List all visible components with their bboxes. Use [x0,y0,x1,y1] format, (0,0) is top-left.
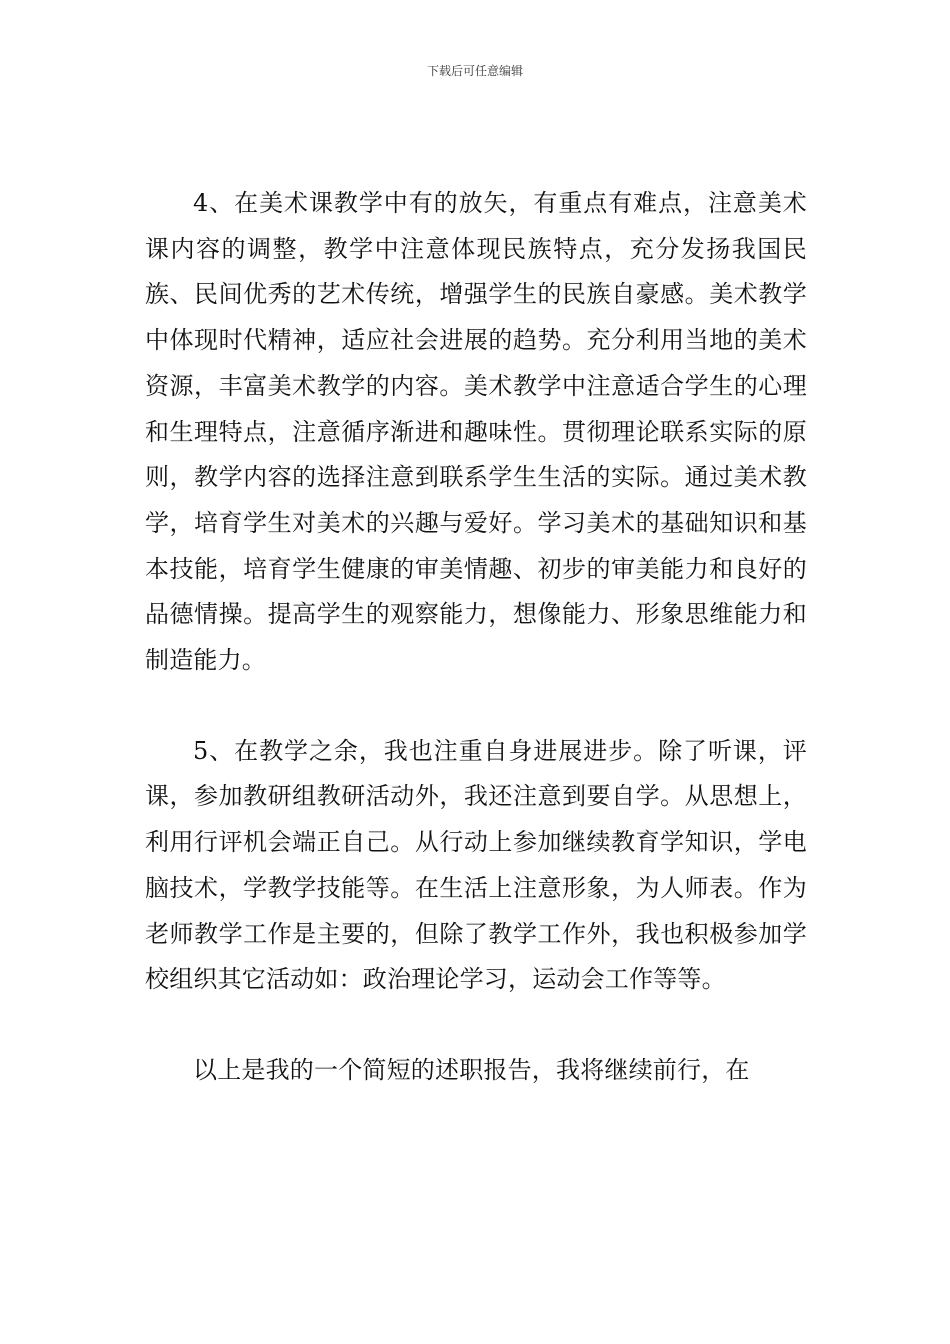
paragraph-5-self-improvement: 5、在教学之余，我也注重自身进展进步。除了听课，评课，参加教研组教研活动外，我还注意到要自学。从思想上，利用行评机会端正自己。从行动上参加继续教育学知识，学电脑技术，学教学技能等。在生活上注意形象，为人师表。作为老师教学工作是主要的，但除了教学工作外，我也积极参加学校组织其它活动如：政治理论学习，运动会工作等等。 [145,736,807,994]
paragraph-4-art-teaching: 4、在美术课教学中有的放矢，有重点有难点，注意美术课内容的调整，教学中注意体现民族特点，充分发扬我国民族、民间优秀的艺术传统，增强学生的民族自豪感。美术教学中体现时代精神，适应社会进展的趋势。充分利用当地的美术资源，丰富美术教学的内容。美术教学中注意适合学生的心理和生理特点，注意循序渐进和趣味性。贯彻理论联系实际的原则，教学内容的选择注意到联系学生生活的实际。通过美术教学，培育学生对美术的兴趣与爱好。学习美术的基础知识和基本技能，培育学生健康的审美情趣、初步的审美能力和良好的品德情操。提高学生的观察能力，想像能力、形象思维能力和制造能力。 [145,189,807,675]
page-header: 下载后可任意编辑 [426,64,523,78]
paragraph-conclusion: 以上是我的一个简短的述职报告，我将继续前行，在 [193,1055,750,1084]
document-body [145,181,807,1094]
